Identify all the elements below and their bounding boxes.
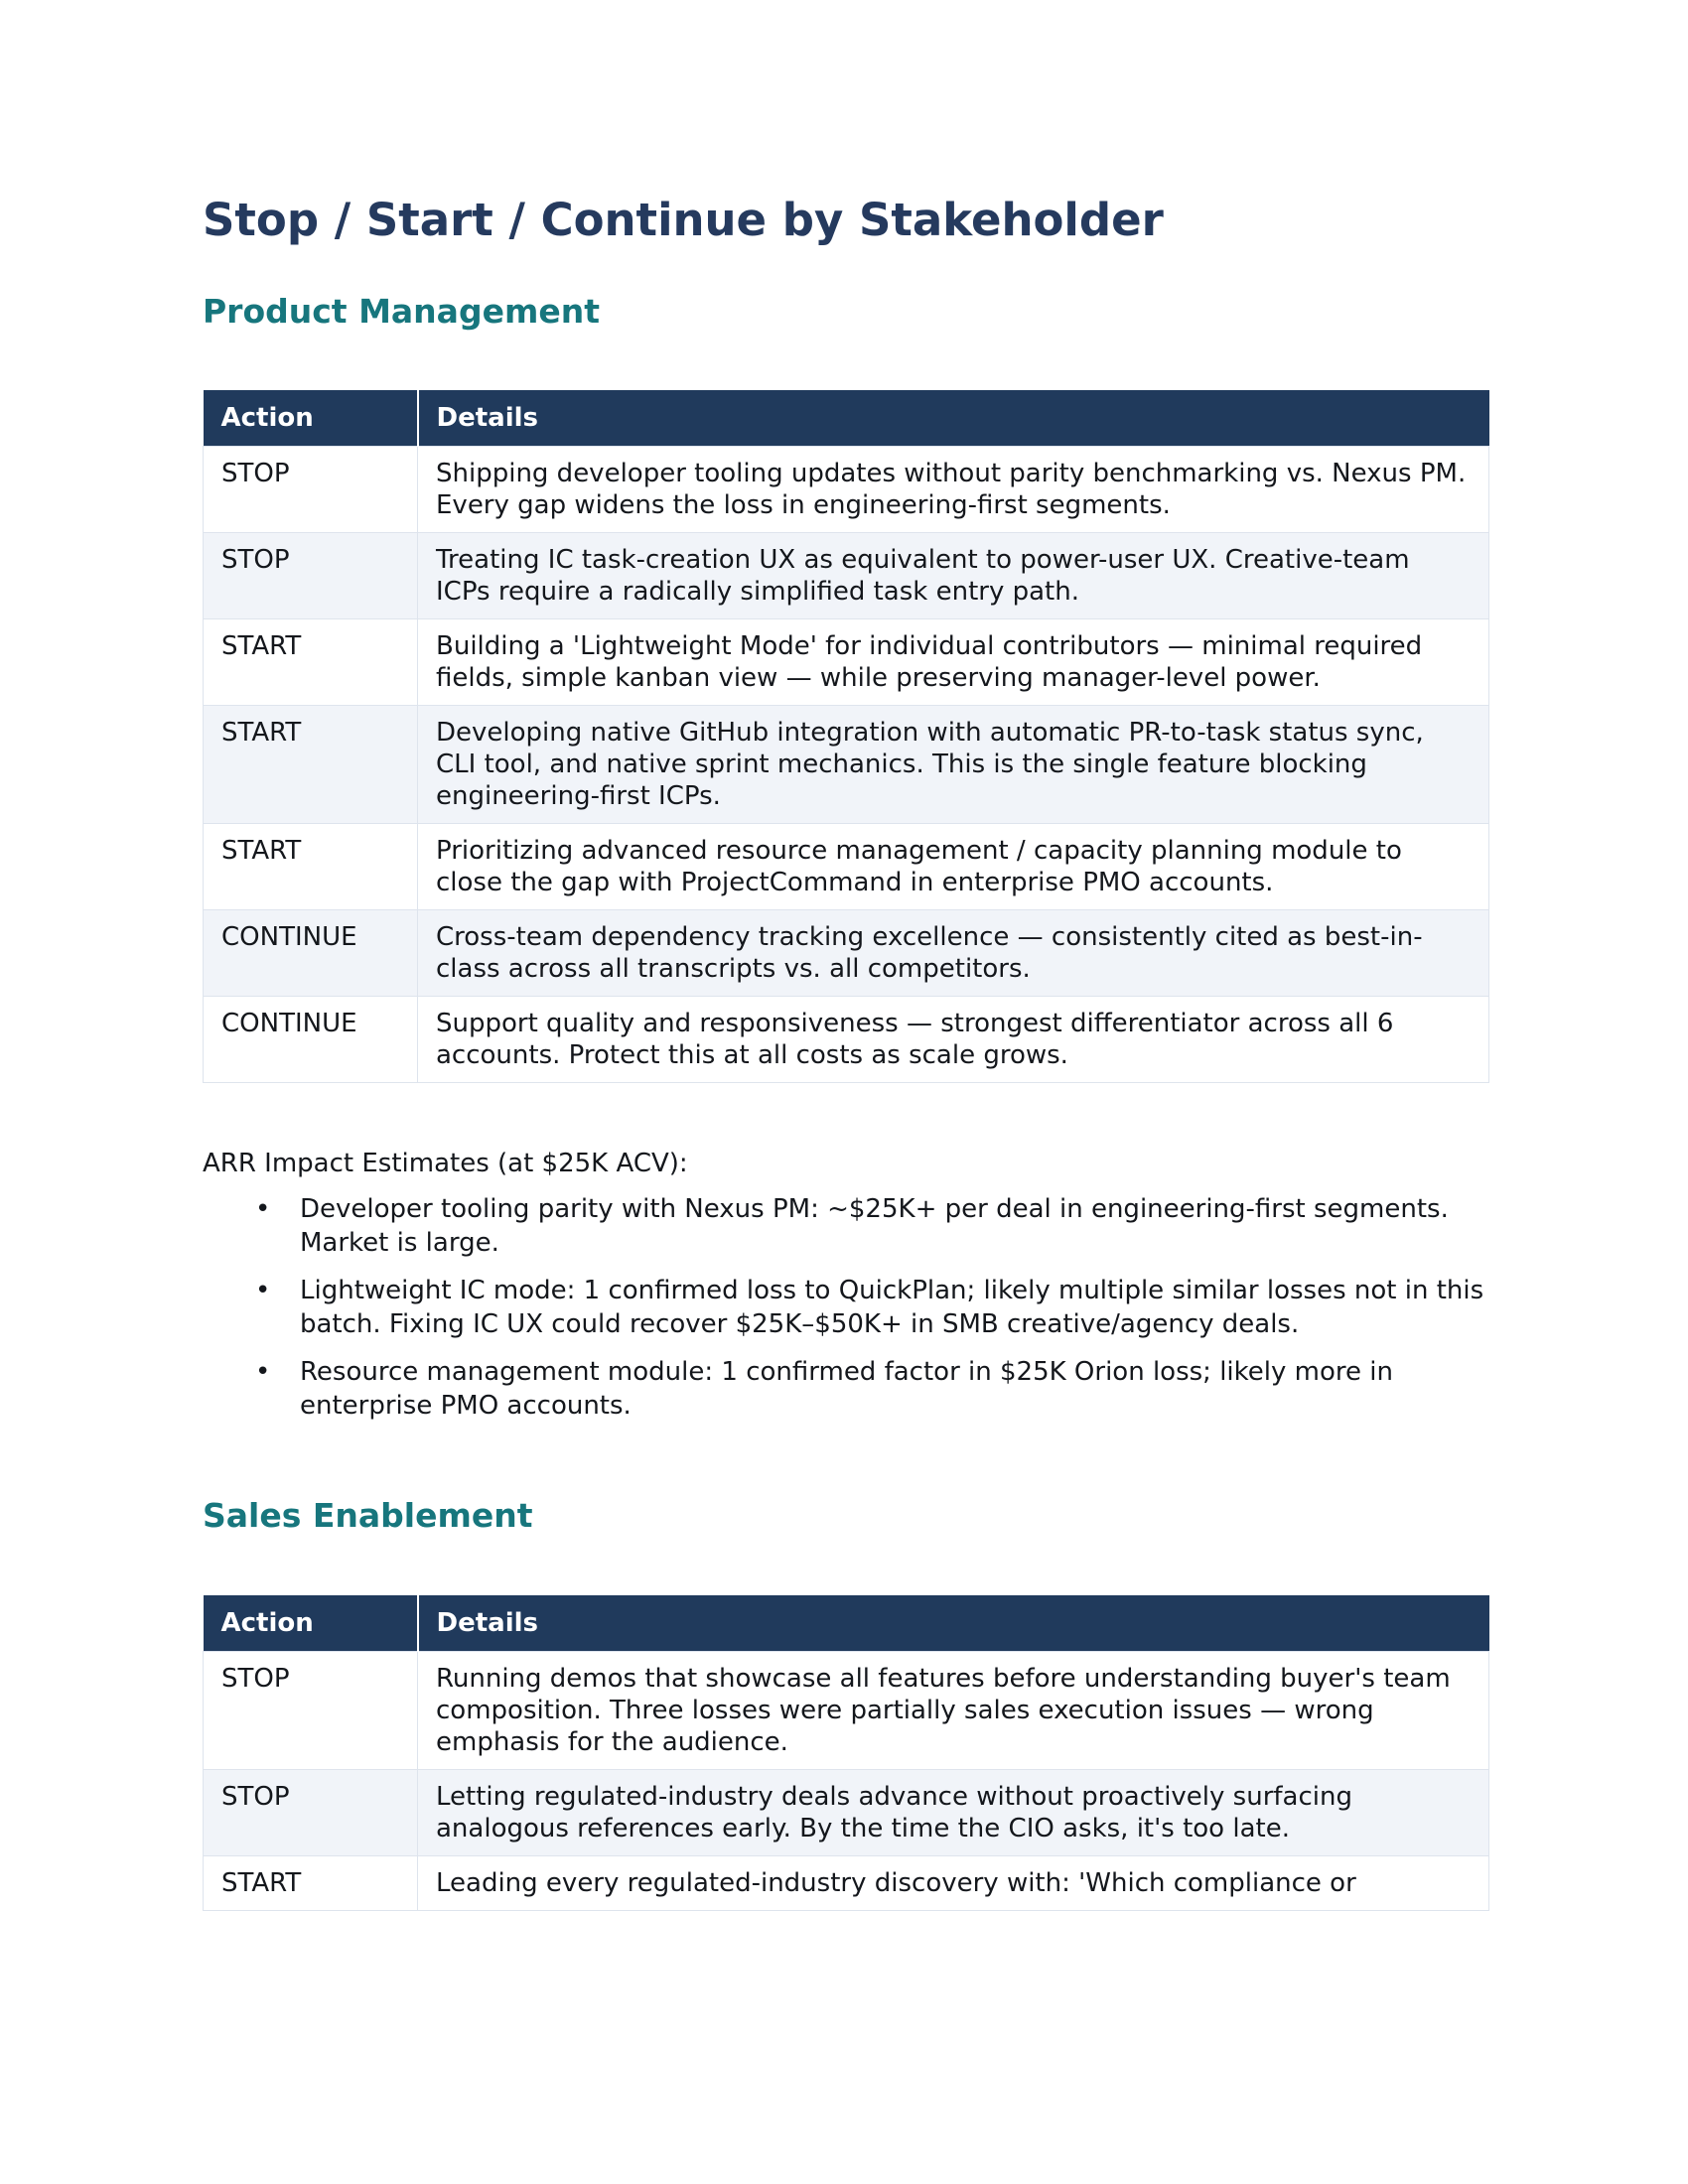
table-row xyxy=(204,706,1489,824)
table-header xyxy=(204,390,1489,447)
details-cell: Cross-team dependency tracking excellence — consistently cited as best-in-class across all transcripts vs. all competitors. xyxy=(418,910,1489,997)
details-cell: Prioritizing advanced resource management / capacity planning module to close the gap with ProjectCommand in enterprise PMO accounts. xyxy=(418,824,1489,910)
details-cell: Treating IC task-creation UX as equivalent to power-user UX. Creative-team ICPs require a radically simplified task entry path. xyxy=(418,533,1489,619)
table-header-row xyxy=(204,1595,1489,1652)
column-header-details: Details xyxy=(418,1595,1489,1652)
section-heading-product-management: Product Management xyxy=(203,291,600,331)
page-title: Stop / Start / Continue by Stakeholder xyxy=(203,194,1164,246)
table-row xyxy=(204,997,1489,1083)
table-row xyxy=(204,533,1489,619)
document-content xyxy=(203,195,1489,1911)
product-management-table xyxy=(203,390,1489,1083)
table-row xyxy=(204,447,1489,533)
action-cell: STOP xyxy=(204,447,418,533)
table-row xyxy=(204,910,1489,997)
action-cell: CONTINUE xyxy=(204,910,418,997)
table-header-row xyxy=(204,390,1489,447)
action-cell: STOP xyxy=(204,1769,418,1855)
table-row xyxy=(204,1769,1489,1855)
arr-impact-item: • Lightweight IC mode: 1 confirmed loss to QuickPlan; likely multiple similar losses not in this batch. Fixing IC UX could recover $25K–$50K+ in SMB creative/agency deals. xyxy=(300,1274,1489,1341)
column-header-action: Action xyxy=(204,1595,418,1652)
table-body xyxy=(204,447,1489,1083)
table-header xyxy=(204,1595,1489,1652)
section-heading-sales-enablement: Sales Enablement xyxy=(203,1496,533,1536)
action-cell: START xyxy=(204,1855,418,1910)
sales-enablement-table xyxy=(203,1595,1489,1911)
arr-impact-list xyxy=(203,1192,1489,1423)
section-sales-enablement xyxy=(203,1496,1489,1911)
details-cell: Building a 'Lightweight Mode' for individual contributors — minimal required fields, simple kanban view — while preserving manager-level power. xyxy=(418,619,1489,706)
arr-impact-item: • Developer tooling parity with Nexus PM: ~$25K+ per deal in engineering-first segments. Market is large. xyxy=(300,1192,1489,1260)
action-cell: START xyxy=(204,824,418,910)
column-header-details: Details xyxy=(418,390,1489,447)
action-cell: STOP xyxy=(204,1651,418,1769)
details-cell: Leading every regulated-industry discovery with: 'Which compliance or xyxy=(418,1855,1489,1910)
action-cell: CONTINUE xyxy=(204,997,418,1083)
action-cell: STOP xyxy=(204,533,418,619)
details-cell: Developing native GitHub integration with automatic PR-to-task status sync, CLI tool, and native sprint mechanics. This is the single feature blocking engineering-first ICPs. xyxy=(418,706,1489,824)
table-row xyxy=(204,619,1489,706)
table-body xyxy=(204,1651,1489,1910)
details-cell: Shipping developer tooling updates without parity benchmarking vs. Nexus PM. Every gap widens the loss in engineering-first segments. xyxy=(418,447,1489,533)
table-row xyxy=(204,1651,1489,1769)
table-row xyxy=(204,824,1489,910)
table-row xyxy=(204,1855,1489,1910)
column-header-action: Action xyxy=(204,390,418,447)
action-cell: START xyxy=(204,706,418,824)
details-cell: Running demos that showcase all features before understanding buyer's team composition. Three losses were partially sales execution issues — wrong emphasis for the audience. xyxy=(418,1651,1489,1769)
details-cell: Letting regulated-industry deals advance without proactively surfacing analogous references early. By the time the CIO asks, it's too late. xyxy=(418,1769,1489,1855)
action-cell: START xyxy=(204,619,418,706)
arr-impact-heading: ARR Impact Estimates (at $25K ACV): xyxy=(203,1149,688,1179)
details-cell: Support quality and responsiveness — strongest differentiator across all 6 accounts. Protect this at all costs as scale grows. xyxy=(418,997,1489,1083)
arr-impact-item: • Resource management module: 1 confirmed factor in $25K Orion loss; likely more in enterprise PMO accounts. xyxy=(300,1355,1489,1423)
section-product-management xyxy=(203,292,1489,1424)
